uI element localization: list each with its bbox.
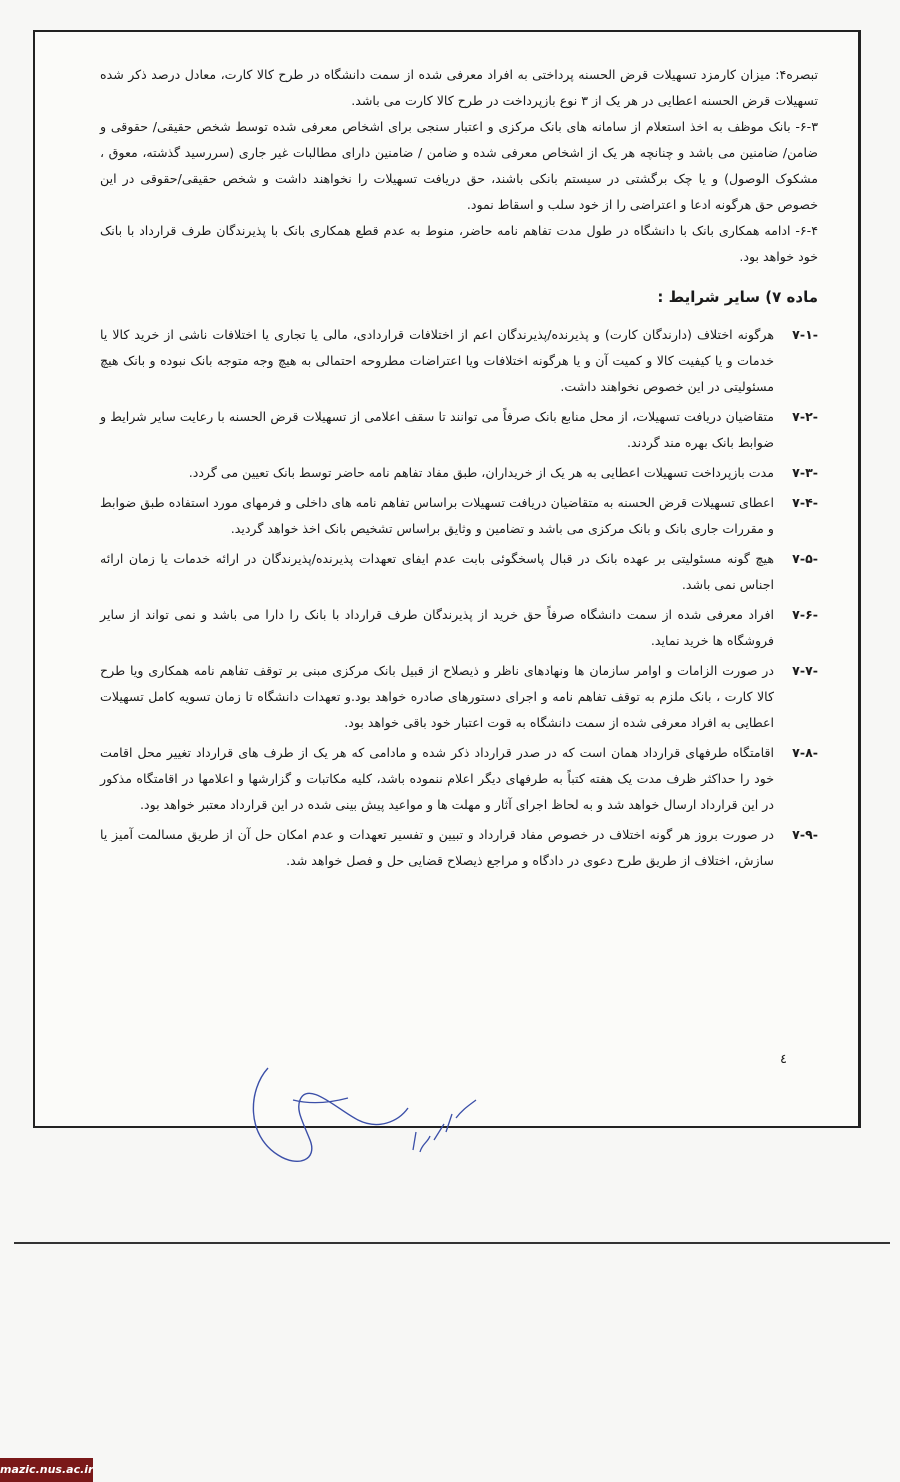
- item-number: ۷-۸-: [792, 745, 818, 760]
- item-number: ۷-۲-: [792, 409, 818, 424]
- item-text: متقاضیان دریافت تسهیلات، از محل منابع بانک صرفاً می توانند تا سقف اعلامی از تسهیلات قرض الحسنه با رعایت سایر شرایط و ضوابط بانک بهره مند گردند.: [100, 409, 774, 450]
- item-text: اقامتگاه طرفهای قرارداد همان است که در صدر قرارداد ذکر شده و مادامی که هر یک از طرف های قرارداد تغییر محل اقامت خود را حداکثر ظرف مدت یک هفته کتباً به طرفهای دیگر اعلام ننموده باشد، کلیه مکاتبات و گزارشها و اعلامها در اقامتگاه مذکور در این قرارداد ارسال خواهد شد و به لحاظ اجرای آثار و مهلت ها و مواعید پیش بینی شده در این قرارداد معتبر خواهد بود.: [100, 745, 774, 812]
- list-item: [100, 460, 818, 486]
- item-text: در صورت الزامات و اوامر سازمان ها ونهادهای ناظر و ذیصلاح از قبیل بانک مرکزی مبنی بر توقف تفاهم نامه همکاری ویا طرح کالا کارت ، بانک ملزم به توقف تفاهم نامه و اجرای دستورهای صادره خواهد بود.و تعهدات دانشگاه تا زمان تسویه کامل تسهیلات اعطایی به افراد معرفی شده از سمت دانشگاه به قوت اعتبار خود باقی خواهد بود.: [100, 663, 774, 730]
- list-item: [100, 546, 818, 598]
- item-text: افراد معرفی شده از سمت دانشگاه صرفاً حق خرید از پذیرندگان طرف قرارداد با بانک را دارا می باشد و نمی تواند از سایر فروشگاه ها خرید نماید.: [100, 607, 774, 648]
- list-item: [100, 490, 818, 542]
- list-item: [100, 404, 818, 456]
- list-item: [100, 322, 818, 400]
- document-body: [100, 62, 818, 878]
- item-text: هیچ گونه مسئولیتی بر عهده بانک در قبال پاسخگوئی بابت عدم ایفای تعهدات پذیرنده/پذیرندگان در ارائه خدمات یا زمان ارائه اجناس نمی باشد.: [100, 551, 774, 592]
- list-item: [100, 822, 818, 874]
- item-text: مدت بازپرداخت تسهیلات اعطایی به هر یک از خریداران، طبق مفاد تفاهم نامه حاضر توسط بانک تعیین می گردد.: [188, 465, 774, 480]
- item-number: ۷-۱-: [792, 327, 818, 342]
- item-number: ۷-۷-: [792, 663, 818, 678]
- page-number: ٤: [780, 1052, 787, 1067]
- item-number: ۷-۳-: [792, 465, 818, 480]
- clause-paragraph: ۶-۴- ادامه همکاری بانک با دانشگاه در طول مدت تفاهم نامه حاضر، منوط به عدم قطع همکاری بانک با پذیرندگان طرف قرارداد با بانک خود خواهد بود.: [100, 223, 818, 264]
- handwritten-signature: [238, 1060, 488, 1170]
- item-number: ۷-۴-: [792, 495, 818, 510]
- page-bottom-rule: [14, 1242, 890, 1244]
- list-item: [100, 658, 818, 736]
- item-number: ۷-۵-: [792, 551, 818, 566]
- item-text: هرگونه اختلاف (دارندگان کارت) و پذیرنده/پذیرندگان اعم از اختلافات قراردادی، مالی یا تجاری یا اختلافات ناشی از خرید کالا یا خدمات و یا کیفیت کالا و کمیت آن و یا هرگونه اختلافات ویا اعتراضات مطروحه احتمالی به هیچ وجه متوجه بانک نبوده و بانک هیچ مسئولیتی در این خصوص نخواهند داشت.: [100, 327, 774, 394]
- list-item: [100, 602, 818, 654]
- item-number: ۷-۹-: [792, 827, 818, 842]
- item-text: در صورت بروز هر گونه اختلاف در خصوص مفاد قرارداد و تبیین و تفسیر تعهدات و عدم امکان حل آن از طریق مسالمت آمیز یا سازش، اختلاف از طریق طرح دعوی در دادگاه و مراجع ذیصلاح قضایی حل و فصل خواهد شد.: [100, 827, 774, 868]
- site-watermark: mazic.nus.ac.ir: [0, 1458, 93, 1482]
- item-number: ۷-۶-: [792, 607, 818, 622]
- note-paragraph: تبصره۴: میزان کارمزد تسهیلات قرض الحسنه پرداختی به افراد معرفی شده از سمت دانشگاه در طرح کالا کارت، معادل درصد ذکر شده تسهیلات قرض الحسنه اعطایی در هر یک از ۳ نوع بازپرداخت در طرح کالا کارت می باشد.: [100, 67, 818, 108]
- list-item: [100, 740, 818, 818]
- section-heading: ماده ۷) سایر شرایط :: [657, 288, 818, 306]
- clause-paragraph: ۶-۳- بانک موظف به اخذ استعلام از سامانه های بانک مرکزی و اعتبار سنجی برای اشخاص معرفی شده توسط شخص حقیقی/ حقوقی و ضامن/ ضامنین می باشد و چنانچه هر یک از اشخاص معرفی شده و ضامن / ضامنین دارای مطالبات غیر جاری (سررسید گذشته، معوق ، مشکوک الوصول) و یا چک برگشتی در سیستم بانکی باشند، حق دریافت تسهیلات را نخواهند داشت و شخص حقیقی/حقوقی در این خصوص حق هرگونه ادعا و اعتراضی را از خود سلب و اسقاط نمود.: [100, 119, 818, 212]
- item-text: اعطای تسهیلات قرض الحسنه به متقاضیان دریافت تسهیلات براساس تفاهم نامه های داخلی و فرمهای مورد استفاده طبق ضوابط و مقررات جاری بانک و بانک مرکزی می باشد و تضامین و وثایق براساس تشخیص بانک اخذ خواهد گردید.: [100, 495, 774, 536]
